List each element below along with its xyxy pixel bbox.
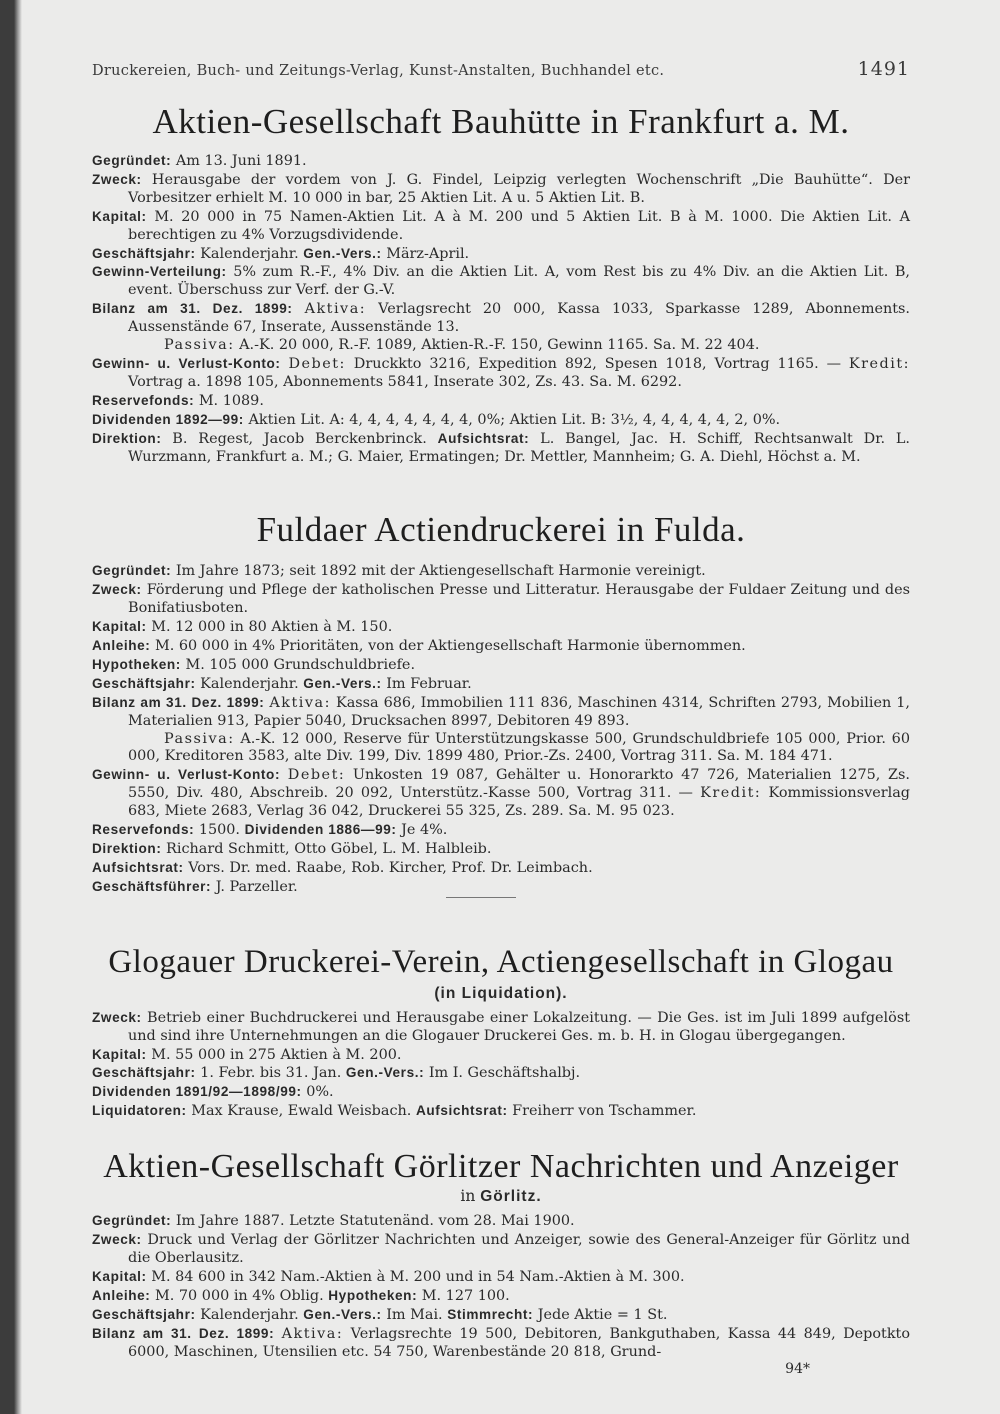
entry-balance-passiva: Passiva: A.-K. 12 000, Reserve für Unterstützungskasse 500, Grundschuldbriefe 105 000, Prior. 60 000, Kreditoren 3583, alte Div. 199, Div. 1899 480, Prior.-Zs. 2400, Vortrag 311. Sa. M. 184 471. bbox=[128, 730, 910, 765]
running-head-title: Druckereien, Buch- und Zeitungs-Verlag, Kunst-Anstalten, Buchhandel etc. bbox=[92, 63, 665, 79]
entry-fiscal-year: Geschäftsjahr: Kalenderjahr. Gen.-Vers.: Im Februar. bbox=[92, 675, 472, 692]
entry-loan: Anleihe: M. 60 000 in 4% Prioritäten, von der Aktiengesellschaft Harmonie übernommen. bbox=[92, 638, 746, 655]
entry-manager: Geschäftsführer: J. Parzeller. bbox=[92, 878, 298, 895]
company-bauhuette bbox=[92, 102, 910, 466]
scan-binding-edge bbox=[0, 0, 22, 1414]
document-page bbox=[92, 58, 910, 1377]
entry-purpose: Zweck: Betrieb einer Buchdruckerei und Herausgabe einer Lokalzeitung. — Die Ges. ist im Juli 1899 aufgelöst und sind ihre Unternehmungen an die Glogauer Druckerei Ges. m. b. H. in Glogau übergegangen. bbox=[92, 1009, 910, 1044]
entry-balance-passiva: Passiva: A.-K. 20 000, R.-F. 1089, Aktien-R.-F. 150, Gewinn 1165. Sa. M. 22 404. bbox=[164, 337, 760, 354]
entry-founded: Gegründet: Im Jahre 1873; seit 1892 mit der Aktiengesellschaft Harmonie vereinigt. bbox=[92, 563, 706, 580]
running-head bbox=[92, 58, 910, 88]
entry-founded: Gegründet: Im Jahre 1887. Letzte Statutenänd. vom 28. Mai 1900. bbox=[92, 1213, 575, 1230]
entry-dividends: Dividenden 1892—99: Aktien Lit. A: 4, 4, 4, 4, 4, 4, 4, 0%; Aktien Lit. B: 3½, 4, 4, 4, 4, 4, 2, 0%. bbox=[92, 411, 781, 428]
entry-reserve-dividends: Reservefonds: 1500. Dividenden 1886—99: Je 4%. bbox=[92, 822, 448, 839]
company-subheading: in Görlitz. bbox=[460, 1187, 542, 1206]
printer-signature: 94* bbox=[785, 1361, 810, 1378]
entry-founded: Gegründet: Am 13. Juni 1891. bbox=[92, 153, 307, 169]
entry-balance: Bilanz am 31. Dez. 1899: Aktiva: Verlagsrecht 20 000, Kassa 1033, Sparkasse 1289, Abonnements. Aussenstände 67, Inserate, Aussenstände 13. bbox=[92, 301, 910, 336]
entry-dividends: Dividenden 1891/92—1898/99: 0%. bbox=[92, 1084, 334, 1101]
entry-capital: Kapital: M. 12 000 in 80 Aktien à M. 150. bbox=[92, 619, 393, 636]
company-heading: Fuldaer Actiendruckerei in Fulda. bbox=[256, 510, 746, 550]
entry-profit-loss: Gewinn- u. Verlust-Konto: Debet: Unkosten 19 087, Gehälter u. Honorarkto 47 726, Materialien 1275, Zs. 5550, Div. 480, Abschreib. 20 092, Unterstütz.-Kasse 500, Vortrag 311. — Kredit: Kommissionsverlag 683, Miete 2683, Verlag 36 042, Druckerei 55 325, Zs. 289. Sa. M. 95 023. bbox=[92, 767, 911, 820]
entry-loan: Anleihe: M. 70 000 in 4% Oblig. Hypotheken: M. 127 100. bbox=[92, 1287, 510, 1304]
company-glogauer bbox=[92, 942, 910, 1121]
company-goerlitzer bbox=[92, 1147, 910, 1361]
page-number: 1491 bbox=[857, 58, 910, 80]
entry-capital: Kapital: M. 84 600 in 342 Nam.-Aktien à M. 200 und in 54 Nam.-Aktien à M. 300. bbox=[92, 1268, 685, 1285]
entry-purpose: Zweck: Herausgabe der vordem von J. G. Findel, Leipzig verlegten Wochenschrift „Die Bauhütte“. Der Vorbesitzer erhielt M. 10 000 in bar, 25 Aktien Lit. A u. 5 Aktien Lit. B. bbox=[92, 171, 911, 206]
entry-board: Direktion: B. Regest, Jacob Berckenbrinck. Aufsichtsrat: L. Bangel, Jac. H. Schiff, Rechtsanwalt Dr. L. Wurzmann, Frankfurt a. M.; G. Maier, Ermatingen; Dr. Mettler, Mannheim; G. A. Diehl, Höchst a. M. bbox=[92, 430, 911, 465]
entry-reserve: Reservefonds: M. 1089. bbox=[92, 392, 264, 409]
entry-profit-distribution: Gewinn-Verteilung: 5% zum R.-F., 4% Div. an die Aktien Lit. A, vom Rest bis zu 4% Div. an die Aktien Lit. B, event. Überschuss zur Verf. der G.-V. bbox=[92, 264, 910, 299]
entry-board: Direktion: Richard Schmitt, Otto Göbel, L. M. Halbleib. bbox=[92, 841, 492, 857]
company-heading: Glogauer Druckerei-Verein, Actiengesellschaft in Glogau bbox=[108, 943, 894, 980]
entry-profit-loss: Gewinn- u. Verlust-Konto: Debet: Druckkto 3216, Expedition 892, Spesen 1018, Vortrag 1165. — Kredit: Vortrag a. 1898 105, Abonnements 5841, Inserate 302, Zs. 43. Sa. M. 6292. bbox=[92, 355, 910, 390]
entry-balance: Bilanz am 31. Dez. 1899: Aktiva: Verlagsrechte 19 500, Debitoren, Bankguthaben, Kassa 44 849, Depotkto 6000, Maschinen, Utensilien etc. 54 750, Warenbestände 20 818, Grund- bbox=[92, 1325, 910, 1360]
entry-fiscal-year: Geschäftsjahr: 1. Febr. bis 31. Jan. Gen.-Vers.: Im I. Geschäftshalbj. bbox=[92, 1065, 581, 1082]
entry-balance: Bilanz am 31. Dez. 1899: Aktiva: Kassa 686, Immobilien 111 836, Maschinen 4314, Schriften 2793, Mobilien 1, Materialien 913, Papier 5040, Drucksachen 8997, Debitoren 49 893. bbox=[92, 694, 910, 729]
entry-capital: Kapital: M. 55 000 in 275 Aktien à M. 200. bbox=[92, 1046, 402, 1063]
entry-purpose: Zweck: Druck und Verlag der Görlitzer Nachrichten und Anzeiger, sowie des General-Anzeiger für Görlitz und die Oberlausitz. bbox=[92, 1232, 911, 1266]
company-heading: Aktien-Gesellschaft Görlitzer Nachrichten und Anzeiger bbox=[103, 1148, 899, 1186]
company-subheading: (in Liquidation). bbox=[434, 984, 568, 1002]
entry-capital: Kapital: M. 20 000 in 75 Namen-Aktien Lit. A à M. 200 und 5 Aktien Lit. B à M. 1000. Die Aktien Lit. A berechtigen zu 4% Vorzugsdividende. bbox=[92, 208, 910, 243]
entry-mortgages: Hypotheken: M. 105 000 Grundschuldbriefe. bbox=[92, 656, 416, 673]
entry-supervisory: Aufsichtsrat: Vors. Dr. med. Raabe, Rob. Kircher, Prof. Dr. Leimbach. bbox=[92, 859, 593, 876]
entry-liquidators: Liquidatoren: Max Krause, Ewald Weisbach. Aufsichtsrat: Freiherr von Tschammer. bbox=[92, 1103, 697, 1120]
company-heading: Aktien-Gesellschaft Bauhütte in Frankfurt a. M. bbox=[152, 102, 850, 141]
entry-purpose: Zweck: Förderung und Pflege der katholischen Presse und Litteratur. Herausgabe der Fuldaer Zeitung und des Bonifatiusboten. bbox=[92, 582, 911, 617]
entry-fiscal-year: Geschäftsjahr: Kalenderjahr. Gen.-Vers.: März-April. bbox=[92, 245, 470, 262]
entry-fiscal-year: Geschäftsjahr: Kalenderjahr. Gen.-Vers.: Im Mai. Stimmrecht: Jede Aktie = 1 St. bbox=[92, 1306, 668, 1323]
company-fuldaer bbox=[92, 510, 910, 896]
